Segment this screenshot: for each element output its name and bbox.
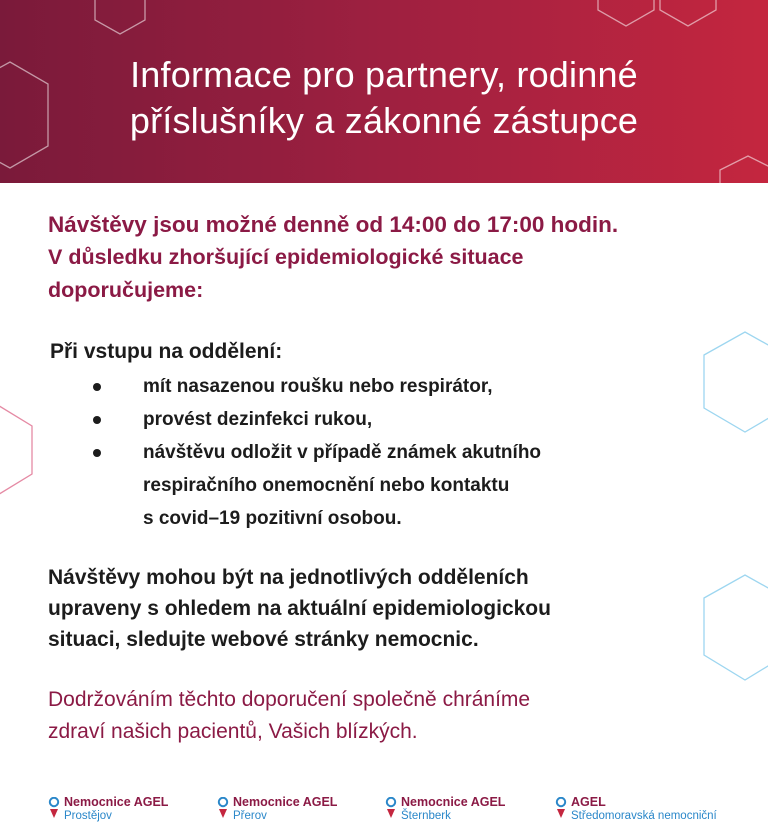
title-line: příslušníky a zákonné zástupce [129, 100, 639, 141]
intro-line: Návštěvy jsou možné denně od 14:00 do 17:00 hodin. [48, 212, 619, 237]
list-item-text: mít nasazenou roušku nebo respirátor, [143, 376, 493, 397]
bullet-icon [93, 449, 101, 457]
bullet-icon [93, 416, 101, 424]
agel-pin-icon [555, 797, 567, 819]
list-item [92, 436, 541, 535]
list-item-text: s covid–19 pozitivní osobou. [143, 508, 402, 529]
logo-location: Prostějov [64, 810, 112, 822]
logo-brand: AGEL [571, 795, 606, 809]
notice-line: Návštěvy mohou být na jednotlivých odděleních [48, 566, 529, 589]
list-item-text: respiračního onemocnění nebo kontaktu [143, 475, 510, 496]
logo-location: Středomoravská nemocniční [571, 810, 717, 822]
agel-pin-icon [48, 797, 60, 819]
agel-pin-icon [217, 797, 229, 819]
logo-location: Šternberk [401, 810, 451, 822]
list-item [92, 370, 541, 403]
entry-heading: Při vstupu na oddělení: [50, 340, 283, 363]
logo-brand: Nemocnice AGEL [64, 795, 169, 809]
bullet-icon [93, 383, 101, 391]
page-title [0, 52, 768, 144]
logo-location: Přerov [233, 810, 267, 822]
logo-brand: Nemocnice AGEL [233, 795, 338, 809]
department-notice [48, 562, 728, 655]
agel-pin-icon [385, 797, 397, 819]
list-item-text: provést dezinfekci rukou, [143, 409, 373, 430]
entry-rules-list [92, 370, 541, 535]
closing-message [48, 684, 728, 748]
hospital-logos [0, 793, 768, 826]
list-item [92, 403, 541, 436]
title-line: Informace pro partnery, rodinné [130, 54, 638, 95]
header-banner [0, 0, 768, 183]
closing-line: Dodržováním těchto doporučení společně chráníme [48, 688, 531, 711]
closing-line: zdraví našich pacientů, Vašich blízkých. [48, 720, 418, 743]
notice-line: upraveny s ohledem na aktuální epidemiologickou [48, 597, 551, 620]
logo-brand: Nemocnice AGEL [401, 795, 506, 809]
notice-line: situaci, sledujte webové stránky nemocnic. [48, 628, 479, 651]
intro-line: doporučujeme: [48, 278, 204, 302]
list-item-text: návštěvu odložit v případě známek akutního [143, 442, 542, 463]
intro-line: V důsledku zhoršující epidemiologické situace [48, 245, 524, 269]
visiting-hours-intro [48, 208, 748, 307]
